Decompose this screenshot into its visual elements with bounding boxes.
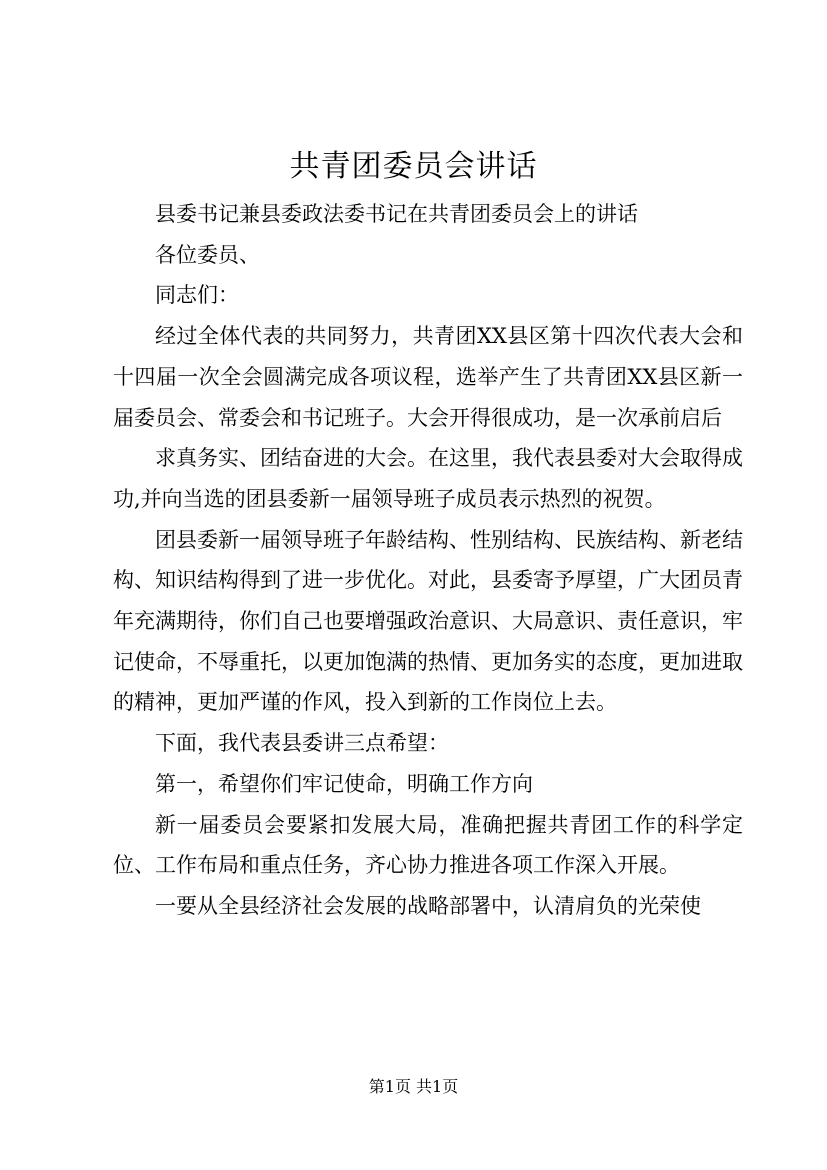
paragraph: 求真务实、团结奋进的大会。在这里，我代表县委对大会取得成功,并向当选的团县委新一届领导班子成员表示热烈的祝贺。: [113, 446, 743, 511]
paragraph: 经过全体代表的共同努力，共青团XX县区第十四次代表大会和十四届一次全会圆满完成各项议程，选举产生了共青团XX县区新一届委员会、常委会和书记班子。大会开得很成功，是一次承前启后: [113, 324, 743, 430]
section-heading: 第一，希望你们牢记使命，明确工作方向: [155, 771, 533, 796]
paragraph-salutation-members: 各位委员、: [155, 242, 260, 267]
document-title: 共青团委员会讲话: [289, 149, 538, 184]
paragraph-subtitle: 县委书记兼县委政法委书记在共青团委员会上的讲话: [155, 202, 638, 226]
page-number-footer: 第1页 共1页: [368, 1077, 459, 1096]
paragraph: 一要从全县经济社会发展的战略部署中，认清肩负的光荣使: [155, 893, 701, 918]
document-body: [113, 194, 743, 927]
paragraph-salutation-comrades: 同志们：: [155, 283, 239, 308]
paragraph: 新一届委员会要紧扣发展大局，准确把握共青团工作的科学定位、工作布局和重点任务，齐心协力推进各项工作深入开展。: [113, 812, 743, 878]
paragraph: 团县委新一届领导班子年龄结构、性别结构、民族结构、新老结构、知识结构得到了进一步优化。对此，县委寄予厚望，广大团员青年充满期待，你们自己也要增强政治意识、大局意识、责任意识，牢记使命，不辱重托，以更加饱满的热情、更加务实的态度，更加进取的精神，更加严谨的作风，投入到新的工作岗位上去。: [113, 527, 743, 715]
paragraph: 下面，我代表县委讲三点希望：: [155, 731, 449, 756]
